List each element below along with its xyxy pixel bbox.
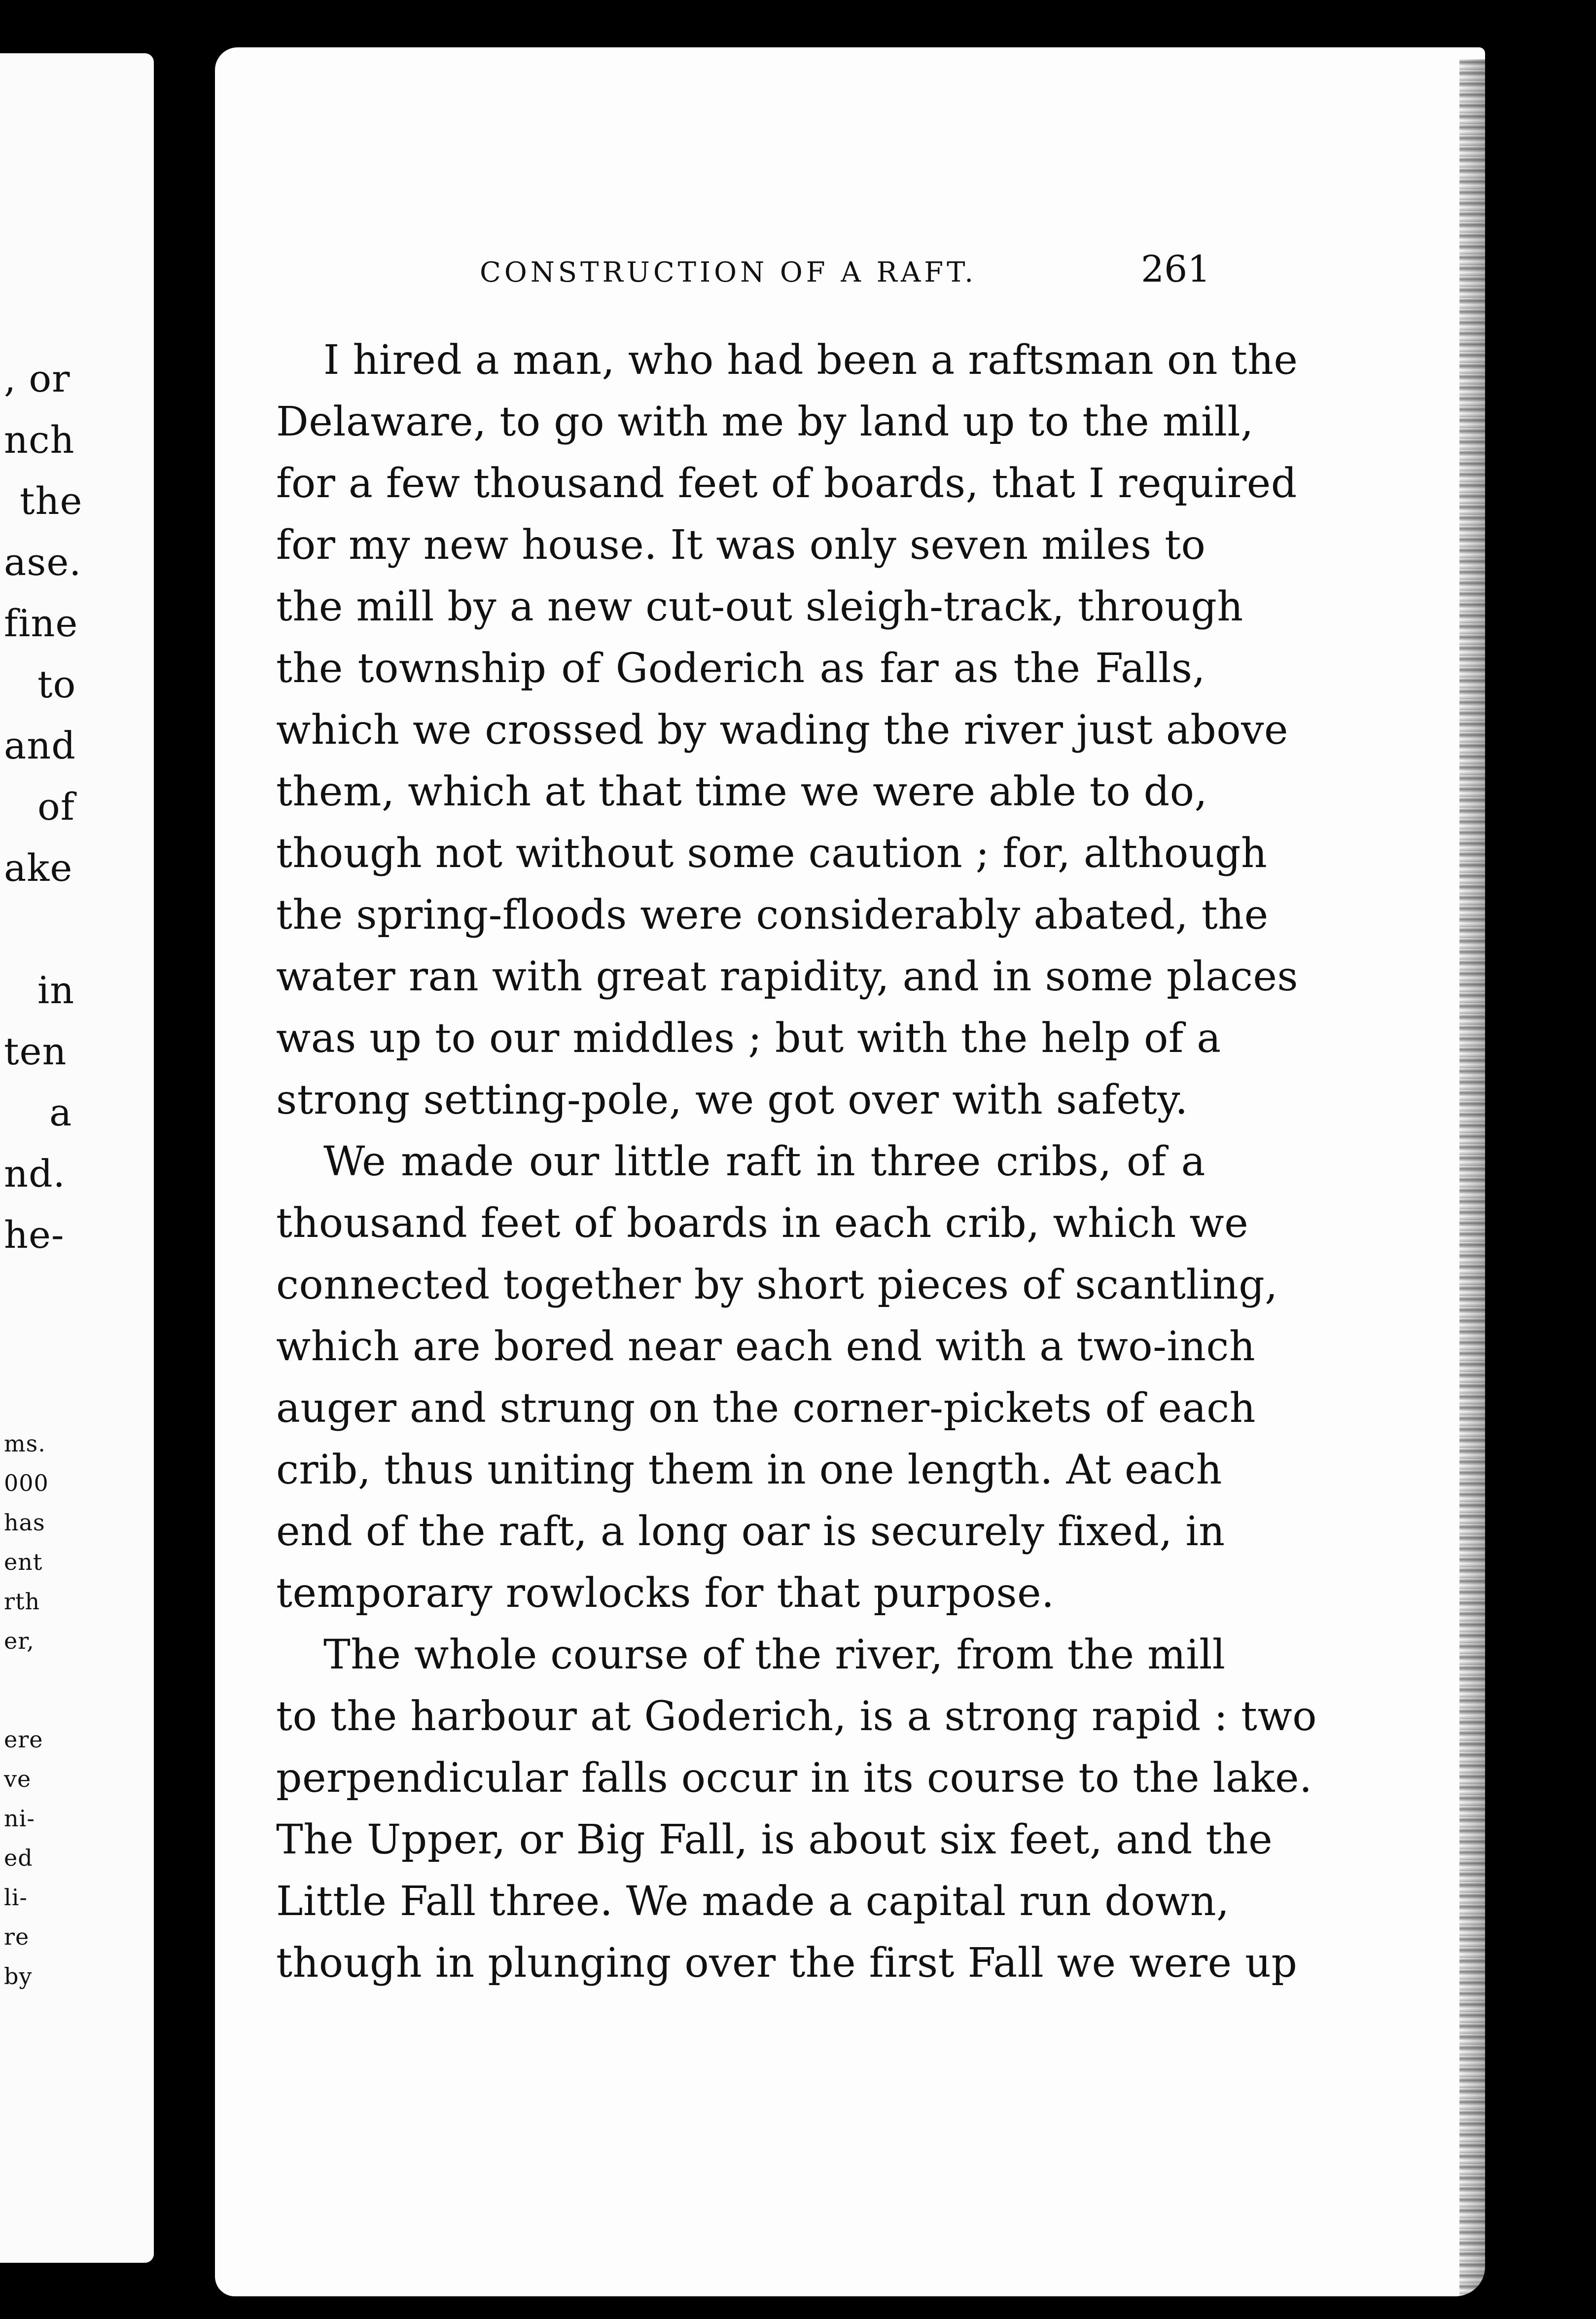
body-text-line: connected together by short pieces of scantling,: [276, 1262, 1278, 1308]
facing-page-fragment: ake: [4, 846, 73, 890]
body-text-line: Little Fall three. We made a capital run down,: [276, 1878, 1230, 1925]
facing-page-fragment: ten: [4, 1029, 67, 1073]
body-text-line: thousand feet of boards in each crib, which we: [276, 1200, 1249, 1247]
facing-page-fragment: the: [20, 479, 83, 523]
body-text-line: the spring-floods were considerably abated, the: [276, 892, 1269, 939]
facing-page-fragment: fine: [4, 601, 78, 645]
facing-page-fragment: rth: [4, 1588, 40, 1615]
facing-page-fragment: , or: [4, 357, 71, 400]
body-text-line: The whole course of the river, from the mill: [323, 1631, 1226, 1678]
facing-page-fragment: has: [4, 1509, 45, 1536]
facing-page-fragment: a: [49, 1090, 72, 1134]
facing-page-fragment: 000: [4, 1470, 49, 1496]
body-text-line: was up to our middles ; but with the help of a: [276, 1015, 1221, 1062]
body-text-line: the mill by a new cut-out sleigh-track, through: [276, 583, 1243, 630]
facing-page-fragment: nch: [4, 418, 75, 462]
facing-page-fragment: of: [37, 785, 75, 829]
page-edge-shadow: [1459, 59, 1538, 2298]
body-text-line: them, which at that time we were able to do,: [276, 768, 1208, 815]
facing-page-fragment: to: [37, 662, 76, 706]
body-text-line: Delaware, to go with me by land up to the mill,: [276, 399, 1254, 445]
body-text-line: The Upper, or Big Fall, is about six feet, and the: [276, 1816, 1273, 1863]
facing-page-strip: [0, 53, 154, 2263]
body-text-line: which are bored near each end with a two-inch: [276, 1323, 1256, 1370]
body-text-line: water ran with great rapidity, and in some places: [276, 953, 1298, 1000]
facing-page-fragment: ent: [4, 1549, 43, 1575]
running-head: CONSTRUCTION OF A RAFT.: [480, 256, 977, 289]
body-text-line: the township of Goderich as far as the Falls,: [276, 645, 1206, 692]
body-text-line: for my new house. It was only seven miles to: [276, 522, 1206, 569]
body-text-line: perpendicular falls occur in its course to the lake.: [276, 1755, 1312, 1802]
facing-page-fragment: ase.: [4, 540, 82, 584]
body-text-line: I hired a man, who had been a raftsman on the: [323, 337, 1298, 384]
body-text-line: though in plunging over the first Fall we were up: [276, 1940, 1298, 1987]
page-number: 261: [1141, 248, 1211, 290]
facing-page-fragment: ni-: [4, 1805, 35, 1832]
facing-page-fragment: and: [4, 724, 76, 767]
facing-page-fragment: ms.: [4, 1430, 46, 1457]
facing-page-fragment: li-: [4, 1884, 28, 1911]
body-text-line: for a few thousand feet of boards, that I required: [276, 460, 1297, 507]
facing-page-fragment: he-: [4, 1213, 65, 1257]
body-text-line: end of the raft, a long oar is securely fixed, in: [276, 1508, 1225, 1555]
body-text-line: crib, thus uniting them in one length. At each: [276, 1447, 1222, 1493]
body-text-line: We made our little raft in three cribs, of a: [323, 1138, 1206, 1185]
facing-page-fragment: re: [4, 1923, 30, 1950]
body-text-line: temporary rowlocks for that purpose.: [276, 1570, 1055, 1617]
facing-page-fragment: er,: [4, 1628, 35, 1654]
facing-page-fragment: ed: [4, 1845, 33, 1871]
body-text-line: auger and strung on the corner-pickets of each: [276, 1385, 1256, 1432]
facing-page-fragment: nd.: [4, 1152, 66, 1196]
body-text-line: strong setting-pole, we got over with safety.: [276, 1077, 1188, 1123]
facing-page-fragment: in: [37, 968, 75, 1012]
facing-page-fragment: by: [4, 1963, 33, 1990]
facing-page-fragment: ere: [4, 1726, 43, 1753]
body-text-line: though not without some caution ; for, although: [276, 830, 1268, 877]
body-text-line: which we crossed by wading the river just above: [276, 707, 1288, 754]
body-text-line: to the harbour at Goderich, is a strong rapid : two: [276, 1693, 1317, 1740]
facing-page-fragment: ve: [4, 1766, 32, 1792]
